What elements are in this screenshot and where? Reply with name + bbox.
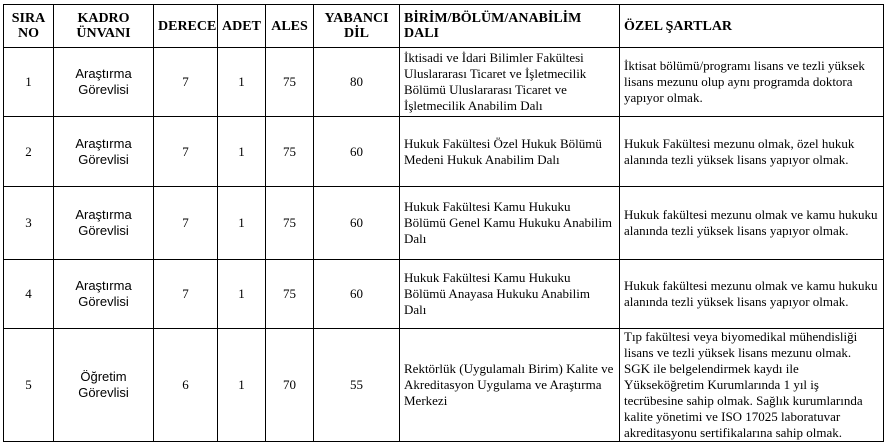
cell-ozel-sartlar: Hukuk fakültesi mezunu olmak ve kamu hukuku alanında tezli yüksek lisans yapıyor olmak. <box>620 260 884 329</box>
cell-adet: 1 <box>218 117 266 187</box>
cell-yabanci-dil: 60 <box>314 117 400 187</box>
cell-sira: 1 <box>4 48 54 117</box>
header-sira-no: SIRA NO <box>4 5 54 48</box>
cell-birim: İktisadi ve İdari Bilimler Fakültesi Uluslararası Ticaret ve İşletmecilik Bölümü Uluslararası Ticaret ve İşletmecilik Anabilim Dalı <box>400 48 620 117</box>
cell-derece: 6 <box>154 329 218 442</box>
cell-adet: 1 <box>218 187 266 260</box>
cell-yabanci-dil: 80 <box>314 48 400 117</box>
cell-yabanci-dil: 55 <box>314 329 400 442</box>
cell-sira: 4 <box>4 260 54 329</box>
cell-ales: 75 <box>266 260 314 329</box>
cell-derece: 7 <box>154 260 218 329</box>
cell-ozel-sartlar: İktisat bölümü/programı lisans ve tezli yüksek lisans mezunu olup aynı programda doktora yapıyor olmak. <box>620 48 884 117</box>
header-ozel-sartlar: ÖZEL ŞARTLAR <box>620 5 884 48</box>
table-row <box>4 48 884 117</box>
cell-adet: 1 <box>218 48 266 117</box>
table-row <box>4 329 884 442</box>
table-row <box>4 260 884 329</box>
cell-kadro: Araştırma Görevlisi <box>54 48 154 117</box>
cell-derece: 7 <box>154 48 218 117</box>
cell-ales: 75 <box>266 48 314 117</box>
cell-adet: 1 <box>218 260 266 329</box>
cell-birim: Hukuk Fakültesi Kamu Hukuku Bölümü Anayasa Hukuku Anabilim Dalı <box>400 260 620 329</box>
cell-birim: Rektörlük (Uygulamalı Birim) Kalite ve Akreditasyon Uygulama ve Araştırma Merkezi <box>400 329 620 442</box>
cell-kadro: Araştırma Görevlisi <box>54 260 154 329</box>
cell-derece: 7 <box>154 187 218 260</box>
cell-adet: 1 <box>218 329 266 442</box>
cell-sira: 5 <box>4 329 54 442</box>
cell-sira: 2 <box>4 117 54 187</box>
header-yabanci-dil: YABANCI DİL <box>314 5 400 48</box>
cell-ales: 75 <box>266 117 314 187</box>
cell-ozel-sartlar: Hukuk Fakültesi mezunu olmak, özel hukuk alanında tezli yüksek lisans yapıyor olmak. <box>620 117 884 187</box>
header-adet: ADET <box>218 5 266 48</box>
header-row <box>4 5 884 48</box>
cell-birim: Hukuk Fakültesi Özel Hukuk Bölümü Medeni Hukuk Anabilim Dalı <box>400 117 620 187</box>
cell-sira: 3 <box>4 187 54 260</box>
table-row <box>4 187 884 260</box>
cell-kadro: Araştırma Görevlisi <box>54 117 154 187</box>
cell-ales: 75 <box>266 187 314 260</box>
positions-table <box>3 4 884 442</box>
cell-yabanci-dil: 60 <box>314 187 400 260</box>
header-birim: BİRİM/BÖLÜM/ANABİLİM DALI <box>400 5 620 48</box>
cell-derece: 7 <box>154 117 218 187</box>
cell-ozel-sartlar: Tıp fakültesi veya biyomedikal mühendisliği lisans ve tezli yüksek lisans mezunu olmak. SGK ile belgelendirmek kaydı ile Yükseköğretim Kurumlarında 1 yıl iş tecrübesine sahip olmak. Sağlık kurumlarında kalite yönetimi ve ISO 17025 laboratuvar akreditasyonu sertifikalarına sahip olmak. <box>620 329 884 442</box>
cell-birim: Hukuk Fakültesi Kamu Hukuku Bölümü Genel Kamu Hukuku Anabilim Dalı <box>400 187 620 260</box>
header-kadro-unvani: KADRO ÜNVANI <box>54 5 154 48</box>
cell-ozel-sartlar: Hukuk fakültesi mezunu olmak ve kamu hukuku alanında tezli yüksek lisans yapıyor olmak. <box>620 187 884 260</box>
table-row <box>4 117 884 187</box>
cell-kadro: Araştırma Görevlisi <box>54 187 154 260</box>
cell-yabanci-dil: 60 <box>314 260 400 329</box>
header-derece: DERECE <box>154 5 218 48</box>
header-ales: ALES <box>266 5 314 48</box>
cell-ales: 70 <box>266 329 314 442</box>
cell-kadro: Öğretim Görevlisi <box>54 329 154 442</box>
